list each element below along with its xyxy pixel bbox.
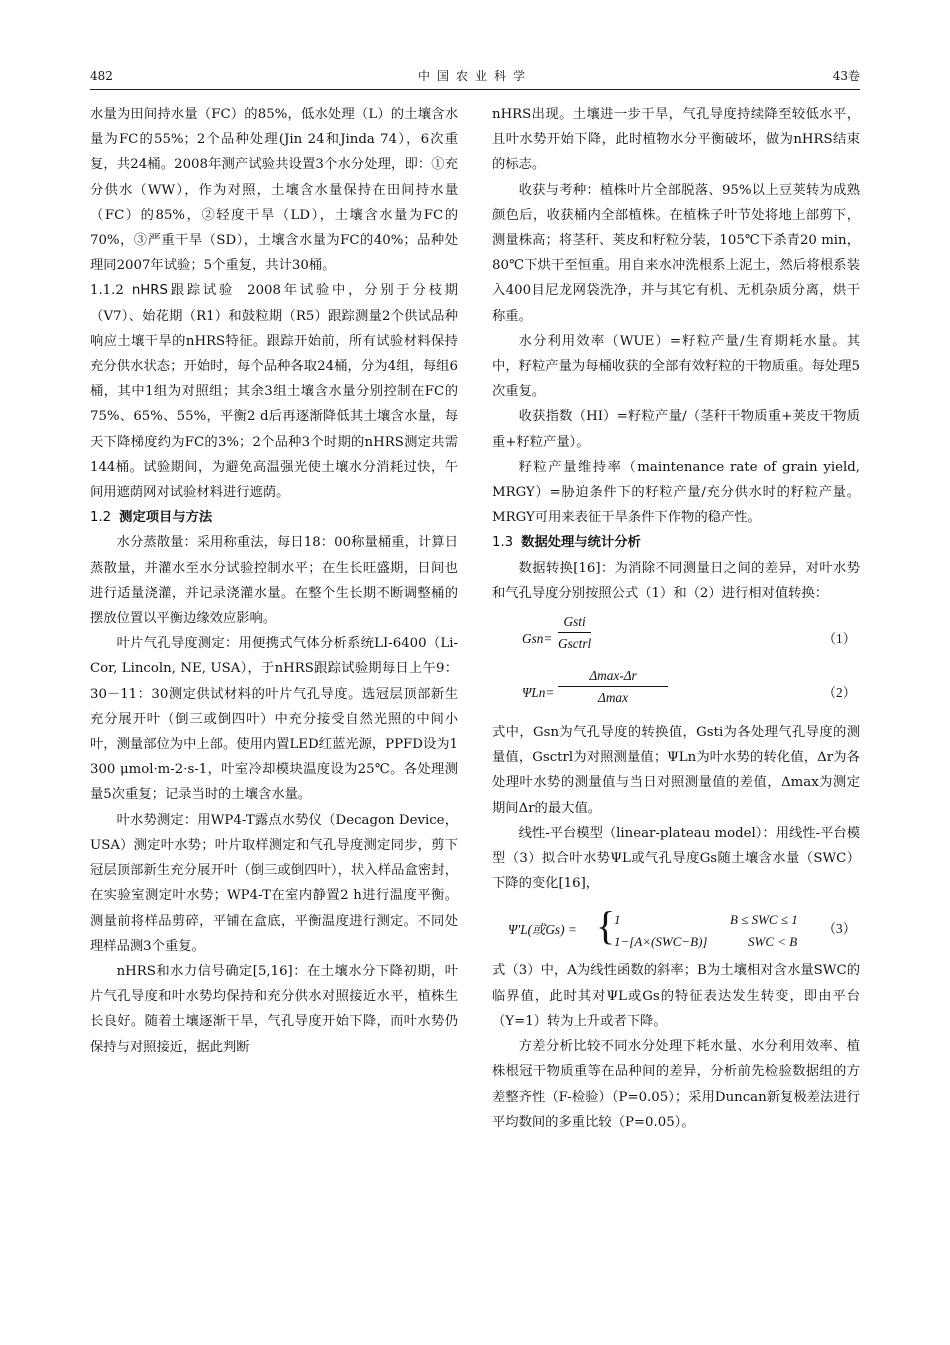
eq3-lhs: Ψ'L(或Gs) =	[508, 922, 577, 938]
paragraph-mrgy: 籽粒产量维持率（maintenance rate of grain yield, MRGY）=胁迫条件下的籽粒产量/充分供水时的籽粒产量。MRGY可用来表征干旱条件下作物的稳产性。	[492, 459, 860, 526]
equation-1	[492, 612, 860, 660]
eq3-case1-condition: B ≤ SWC ≤ 1	[730, 912, 798, 928]
paragraph-evapotranspiration: 水分蒸散量：采用称重法，每日18：00称量桶重，计算日蒸散量，并灌水至水分试验控制水平；在生长旺盛期，日间也进行适量浇灌，并记录浇灌水量。在整个生长期不断调整桶的摆放位置以平衡边缘效应影响。	[90, 535, 458, 627]
paragraph-nhrs-cont: nHRS出现。土壤进一步干旱，气孔导度持续降至较低水平，且叶水势开始下降，此时植物水分平衡破坏，做为nHRS结束的标志。	[492, 107, 860, 173]
paragraph-eq3-explain: 式（3）中，A为线性函数的斜率；B为土壤相对含水量SWC的临界值，此时其对ΨL或Gs的特征表达发生转变，即由平台（Y=1）转为上升或者下降。	[492, 963, 860, 1029]
paragraph-treatments: 水量为田间持水量（FC）的85%，低水处理（L）的土壤含水量为FC的55%；2个品种处理(Jin 24和Jinda 74），6次重复，共24桶。2008年测产试验共设置3个水分处理，即：①充分供水（WW），作为对照，土壤含水量保持在田间持水量（FC）的85%，②轻度干旱（LD），土壤含水量为FC的70%，③严重干旱（SD），土壤含水量为FC的40%；品种处理同2007年试验；5个重复，共计30桶。	[90, 107, 458, 274]
eq2-lhs: ΨLn=	[522, 685, 555, 701]
eq2-denominator: Δmax	[598, 690, 628, 706]
equation-3	[492, 902, 860, 952]
eq1-lhs: Gsn=	[522, 631, 553, 647]
paragraph-linear-plateau: 线性-平台模型（linear-plateau model）：用线性-平台模型（3）拟合叶水势ΨL或气孔导度Gs随土壤含水量（SWC）下降的变化[16]，	[492, 825, 860, 892]
eq3-case2-value: 1−[A×(SWC−B)]	[614, 934, 708, 950]
eq2-numerator: Δmax-Δr	[558, 666, 668, 687]
section-number: 1.1.2	[90, 283, 124, 299]
header-rule	[90, 89, 860, 90]
journal-title: 中国农业科学	[417, 69, 532, 83]
eq1-number: （1）	[822, 631, 856, 647]
section-title: nHRS跟踪试验	[131, 283, 236, 299]
eq2-fraction	[558, 666, 668, 709]
paragraph-stomatal-conductance: 叶片气孔导度测定：用便携式气体分析系统LI-6400（Li-Cor, Lincoln, NE, USA），于nHRS跟踪试验期每日上午9：30－11：30测定供试材料的叶片气孔导度。选冠层顶部新生充分展开叶（倒三或倒四叶）中充分接受自然光照的中间小叶，测量部位为中上部。使用内置LED红蓝光源，PPFD设为1 300 μmol·m-2·s-1，叶室冷却模块温度设为25℃。各处理测量5次重复；记录当时的土壤含水量。	[90, 636, 458, 803]
eq1-denominator: Gsctrl	[558, 636, 592, 652]
paragraph-harvest: 收获与考种：植株叶片全部脱落、95%以上豆荚转为成熟颜色后，收获桶内全部植株。在植株子叶节处将地上部剪下，测量株高；将茎秆、荚皮和籽粒分装，105℃下杀青20 min，80℃下烘干至恒重。用自来水冲洗根系上泥土，然后将根系装入400目尼龙网袋洗净，并与其它有机、无机杂质分离，烘干称重。	[492, 182, 860, 324]
section-1-3-heading	[492, 530, 860, 555]
paragraph-where: 式中，Gsn为气孔导度的转换值，Gsti为各处理气孔导度的测量值，Gsctrl为对照测量值；ΨLn为叶水势的转化值，Δr为各处理叶水势的测量值与当日对照测量值的差值，Δmax为测定期间Δr的最大值。	[492, 725, 860, 816]
section-number: 1.3	[492, 535, 514, 551]
paragraph-data-conversion: 数据转换[16]：为消除不同测量日之间的差异，对叶水势和气孔导度分别按照公式（1）和（2）进行相对值转换：	[492, 560, 860, 601]
eq1-fraction	[558, 612, 591, 655]
right-column	[492, 102, 860, 1135]
section-number: 1.2	[90, 510, 112, 526]
paragraph-anova: 方差分析比较不同水分处理下耗水量、水分利用效率、植株根冠干物质重等在品种间的差异，分析前先检验数据组的方差整齐性（F-检验）（P=0.05）；采用Duncan新复极差法进行平均数间的多重比较（P=0.05）。	[492, 1039, 860, 1130]
section-title: 测定项目与方法	[119, 510, 213, 526]
paragraph-nhrs: nHRS和水力信号确定[5,16]：在土壤水分下降初期，叶片气孔导度和叶水势均保持和充分供水对照接近水平，植株生长良好。随着土壤逐渐干旱，气孔导度开始下降，而叶水势仍保持与对照接近，据此判断	[90, 963, 458, 1055]
equation-2	[492, 666, 860, 714]
eq3-number: （3）	[822, 921, 856, 937]
paragraph-wue: 水分利用效率（WUE）=籽粒产量/生育期耗水量。其中，籽粒产量为每桶收获的全部有效籽粒的干物质重。每处理5次重复。	[492, 333, 860, 400]
paragraph-leaf-water-potential: 叶水势测定：用WP4-T露点水势仪（Decagon Device，USA）测定叶水势；叶片取样测定和气孔导度测定同步，剪下冠层顶部新生充分展开叶（倒三或倒四叶），状入样品盒密封，在实验室测定叶水势；WP4-T在室内静置2 h进行温度平衡。测量前将样品剪碎，平铺在盒底，平衡温度进行测定。不同处理样品测3个重复。	[90, 812, 458, 954]
eq3-case1-value: 1	[614, 912, 621, 928]
page-number: 482	[90, 69, 113, 83]
eq2-number: （2）	[822, 685, 856, 701]
paragraph-hi: 收获指数（HI）=籽粒产量/（茎秆干物质重+荚皮干物质重+籽粒产量）。	[492, 409, 860, 450]
section-title: 数据处理与统计分析	[521, 535, 641, 551]
running-header	[90, 64, 860, 88]
eq1-numerator: Gsti	[558, 612, 591, 633]
eq3-case2-condition: SWC < B	[748, 934, 798, 950]
volume-label: 43卷	[832, 69, 860, 83]
section-text: 2008年试验中，分别于分枝期（V7）、始花期（R1）和鼓粒期（R5）跟踪测量2个供试品种响应土壤干旱的nHRS特征。跟踪开始前，所有试验材料保持充分供水状态；开始时，每个品种各取24桶，分为4组，每组6桶，其中1组为对照组；其余3组土壤含水量分别控制在FC的75%、65%、55%，平衡2 d后再逐渐降低其土壤含水量，每天下降梯度约为FC的3%；2个品种3个时期的nHRS测定共需144桶。试验期间，为避免高温强光使土壤水分消耗过快，午间用遮荫网对试验材料进行遮荫。	[90, 283, 458, 501]
section-1-2-heading	[90, 505, 458, 530]
left-column	[90, 102, 458, 1060]
eq3-brace: {	[596, 903, 616, 949]
section-1-1-2	[90, 278, 458, 505]
